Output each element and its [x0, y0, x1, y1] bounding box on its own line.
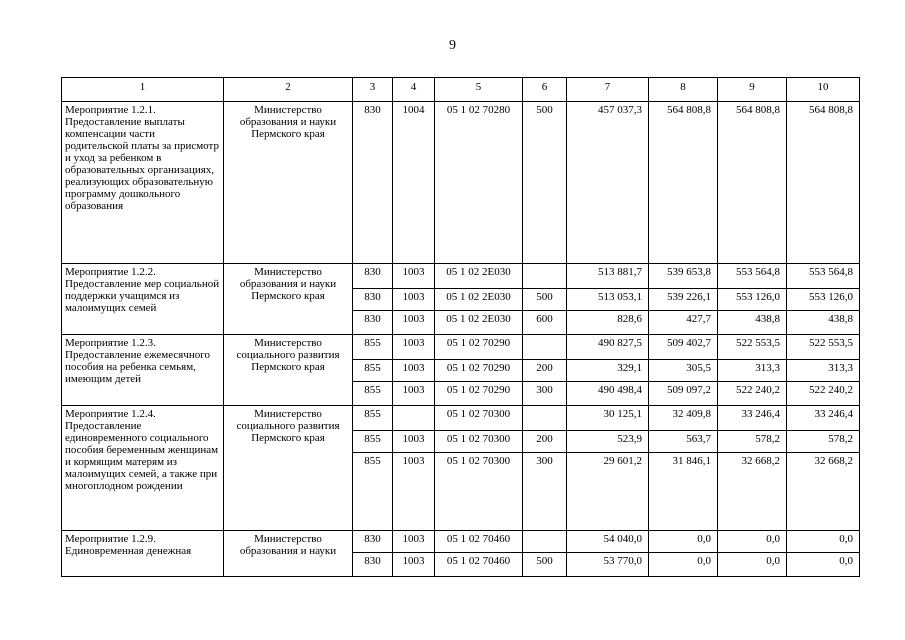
table-cell: 427,7: [649, 311, 718, 335]
col-header: 4: [393, 78, 435, 102]
table-cell: 0,0: [649, 553, 718, 577]
table-cell: 0,0: [718, 531, 787, 553]
table-row: [62, 406, 860, 431]
ministry-cell: Министерство социального развития Пермского края: [224, 406, 353, 531]
table-cell: 553 564,8: [718, 264, 787, 289]
col-header: 10: [787, 78, 860, 102]
measure-cell: Мероприятие 1.2.2. Предоставление мер социальной поддержки учащимся из малоимущих семей: [62, 264, 224, 335]
table-cell: 33 246,4: [787, 406, 860, 431]
table-cell: 29 601,2: [567, 453, 649, 531]
table-cell: 1003: [393, 311, 435, 335]
table-cell: 855: [353, 360, 393, 382]
measure-cell: Мероприятие 1.2.3. Предоставление ежемесячного пособия на ребенка семьям, имеющим детей: [62, 335, 224, 406]
table-cell: 05 1 02 2Е030: [435, 311, 523, 335]
table-cell: 1003: [393, 289, 435, 311]
table-cell: 490 827,5: [567, 335, 649, 360]
table-cell: 05 1 02 70460: [435, 531, 523, 553]
table-cell: 830: [353, 264, 393, 289]
table-cell: 830: [353, 553, 393, 577]
table-cell: 513 053,1: [567, 289, 649, 311]
table-cell: [393, 406, 435, 431]
col-header: 5: [435, 78, 523, 102]
ministry-cell: Министерство образования и науки Пермского края: [224, 102, 353, 264]
table-cell: 1003: [393, 453, 435, 531]
table-cell: 855: [353, 335, 393, 360]
table-cell: 830: [353, 311, 393, 335]
table-cell: 564 808,8: [649, 102, 718, 264]
table-cell: 522 240,2: [718, 382, 787, 406]
col-header: 7: [567, 78, 649, 102]
table-cell: 539 226,1: [649, 289, 718, 311]
table-cell: 564 808,8: [787, 102, 860, 264]
measure-cell: Мероприятие 1.2.9. Единовременная денежная: [62, 531, 224, 577]
col-header: 8: [649, 78, 718, 102]
table-cell: 855: [353, 431, 393, 453]
col-header: 3: [353, 78, 393, 102]
table-cell: 1003: [393, 335, 435, 360]
table-cell: 300: [523, 453, 567, 531]
col-header: 1: [62, 78, 224, 102]
table-cell: 600: [523, 311, 567, 335]
ministry-cell: Министерство образования и науки Пермского края: [224, 264, 353, 335]
table-cell: 855: [353, 453, 393, 531]
table-cell: 1003: [393, 431, 435, 453]
table-cell: 300: [523, 382, 567, 406]
table-cell: 523,9: [567, 431, 649, 453]
table-cell: 0,0: [649, 531, 718, 553]
table-cell: 830: [353, 531, 393, 553]
table-row: [62, 264, 860, 289]
table-cell: 855: [353, 382, 393, 406]
table-cell: 313,3: [787, 360, 860, 382]
table-cell: 1003: [393, 264, 435, 289]
table-cell: 500: [523, 102, 567, 264]
table-cell: 522 553,5: [787, 335, 860, 360]
table-cell: 578,2: [787, 431, 860, 453]
table-cell: 0,0: [718, 553, 787, 577]
table-cell: 500: [523, 553, 567, 577]
table-cell: [523, 406, 567, 431]
table-cell: 05 1 02 70300: [435, 406, 523, 431]
table-cell: 553 126,0: [787, 289, 860, 311]
table-cell: 830: [353, 289, 393, 311]
table-row: [62, 531, 860, 553]
table-cell: 539 653,8: [649, 264, 718, 289]
header-row: [62, 78, 860, 102]
table-cell: 32 668,2: [718, 453, 787, 531]
table-cell: 05 1 02 2Е030: [435, 264, 523, 289]
table-cell: 54 040,0: [567, 531, 649, 553]
table-cell: 32 668,2: [787, 453, 860, 531]
table-cell: 05 1 02 70290: [435, 382, 523, 406]
table-cell: 53 770,0: [567, 553, 649, 577]
table-cell: 1003: [393, 531, 435, 553]
table-cell: [523, 531, 567, 553]
table-cell: 05 1 02 70280: [435, 102, 523, 264]
table-cell: 457 037,3: [567, 102, 649, 264]
table-cell: 1003: [393, 382, 435, 406]
table-cell: 1004: [393, 102, 435, 264]
table-cell: 1003: [393, 553, 435, 577]
ministry-cell: Министерство образования и науки: [224, 531, 353, 577]
table-cell: 0,0: [787, 531, 860, 553]
col-header: 6: [523, 78, 567, 102]
table-cell: 05 1 02 70290: [435, 360, 523, 382]
table-cell: 438,8: [718, 311, 787, 335]
table-cell: 305,5: [649, 360, 718, 382]
table-cell: 522 553,5: [718, 335, 787, 360]
table-cell: 553 564,8: [787, 264, 860, 289]
table-row: [62, 335, 860, 360]
table-cell: 509 402,7: [649, 335, 718, 360]
table-cell: 05 1 02 70300: [435, 453, 523, 531]
table-cell: 522 240,2: [787, 382, 860, 406]
table-cell: 31 846,1: [649, 453, 718, 531]
table-cell: 830: [353, 102, 393, 264]
table-cell: 05 1 02 70290: [435, 335, 523, 360]
table-cell: 05 1 02 70460: [435, 553, 523, 577]
table-cell: [523, 335, 567, 360]
table-cell: 05 1 02 70300: [435, 431, 523, 453]
table-cell: 0,0: [787, 553, 860, 577]
table-cell: 509 097,2: [649, 382, 718, 406]
table-row: [62, 102, 860, 264]
table-cell: 578,2: [718, 431, 787, 453]
table-cell: [523, 264, 567, 289]
table-cell: 855: [353, 406, 393, 431]
table-cell: 30 125,1: [567, 406, 649, 431]
table-cell: 513 881,7: [567, 264, 649, 289]
table-cell: 563,7: [649, 431, 718, 453]
ministry-cell: Министерство социального развития Пермского края: [224, 335, 353, 406]
table-cell: 200: [523, 360, 567, 382]
table-cell: 438,8: [787, 311, 860, 335]
table-cell: 1003: [393, 360, 435, 382]
col-header: 9: [718, 78, 787, 102]
page-number: 9: [449, 38, 456, 53]
table-cell: 05 1 02 2Е030: [435, 289, 523, 311]
table-cell: 828,6: [567, 311, 649, 335]
table-cell: 33 246,4: [718, 406, 787, 431]
table-cell: 329,1: [567, 360, 649, 382]
table-cell: 564 808,8: [718, 102, 787, 264]
table-cell: 32 409,8: [649, 406, 718, 431]
table-cell: 490 498,4: [567, 382, 649, 406]
table-cell: 313,3: [718, 360, 787, 382]
col-header: 2: [224, 78, 353, 102]
budget-table: [61, 77, 860, 577]
table-cell: 200: [523, 431, 567, 453]
measure-cell: Мероприятие 1.2.1. Предоставление выплаты компенсации части родительской платы за присмотр и уход за ребенком в образовательных организациях, реализующих образовательную программу дошкольного образования: [62, 102, 224, 264]
table-cell: 553 126,0: [718, 289, 787, 311]
measure-cell: Мероприятие 1.2.4. Предоставление единовременного социального пособия беременным женщинам и кормящим матерям из малоимущих семей, а также при многоплодном рождении: [62, 406, 224, 531]
table-cell: 500: [523, 289, 567, 311]
